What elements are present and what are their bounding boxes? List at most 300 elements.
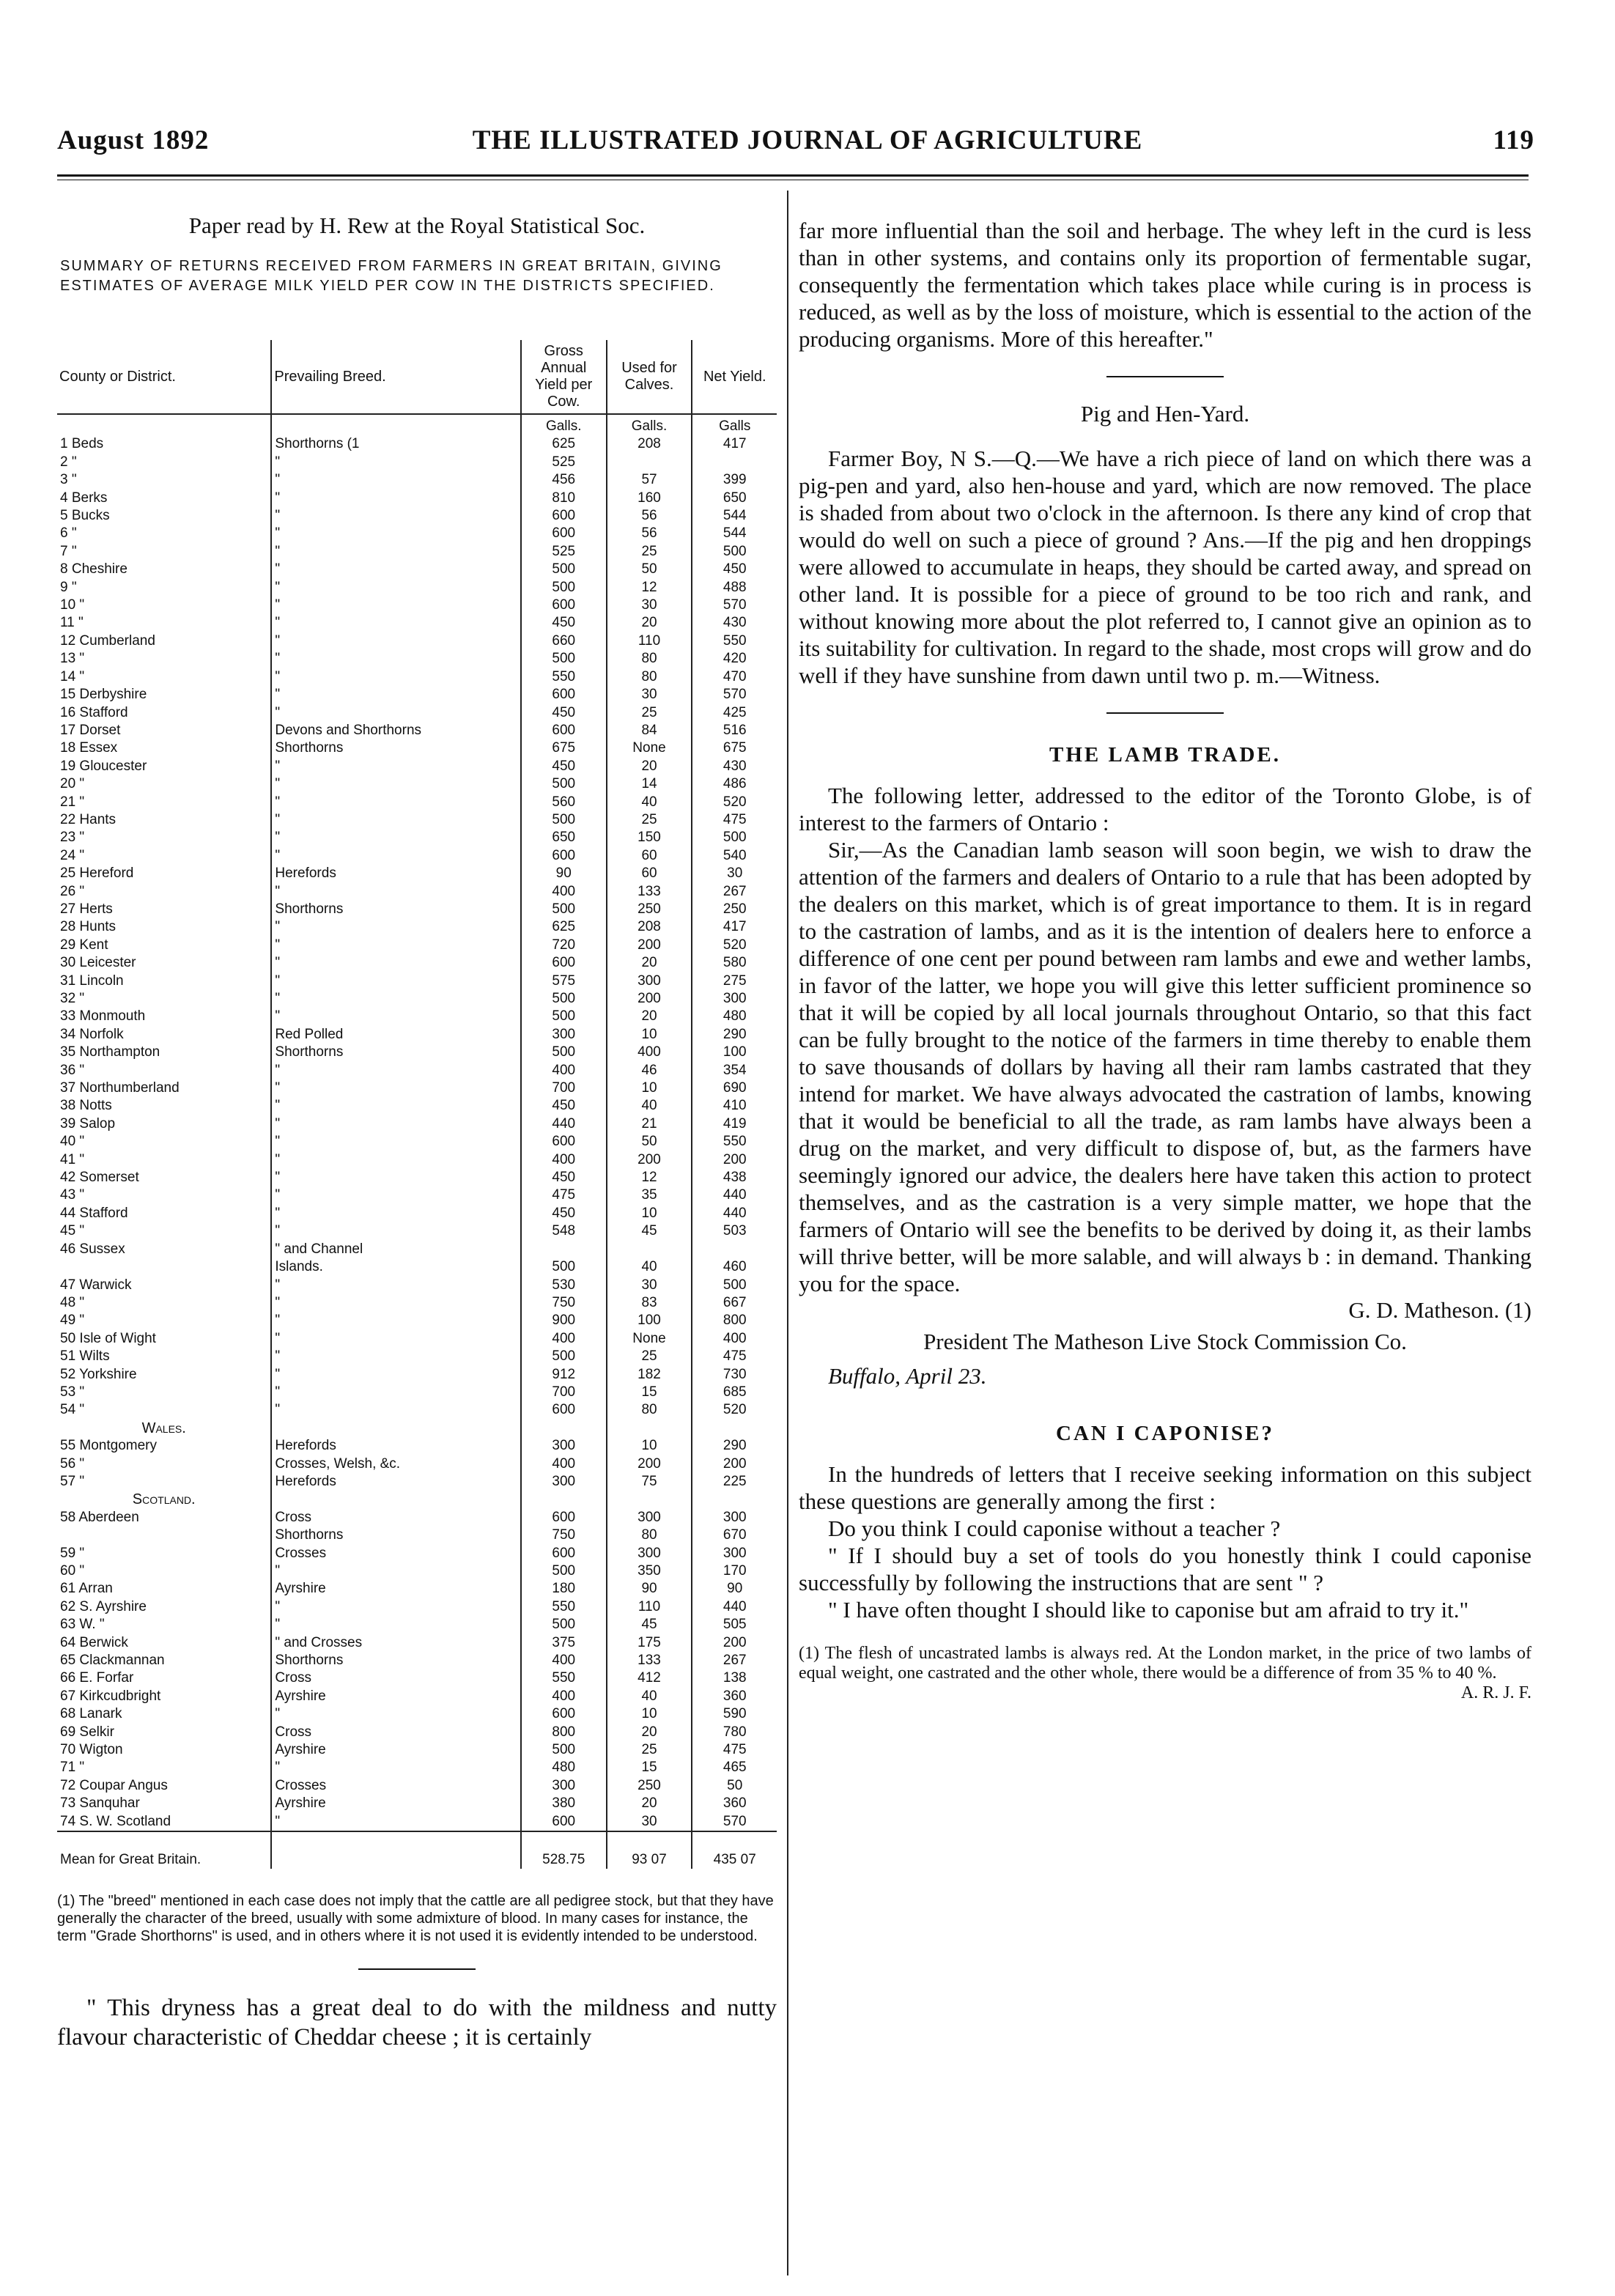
gross-yield-cell: 450 [521,1205,607,1222]
net-yield-cell: 290 [692,1437,777,1455]
breed-cell: " [271,632,521,650]
table-row [57,1097,777,1115]
used-calves-cell: 100 [607,1312,692,1329]
used-calves-cell: 40 [607,1688,692,1705]
used-calves-cell: 160 [607,490,692,507]
table-row [57,1473,777,1491]
breed-cell: Ayrshire [271,1580,521,1598]
used-calves-cell: 25 [607,1741,692,1759]
net-yield-cell: 460 [692,1258,777,1276]
gross-yield-cell: 560 [521,794,607,811]
breed-cell: " [271,579,521,597]
pig-section-title: Pig and Hen-Yard. [1080,401,1250,427]
used-calves-cell: 300 [607,972,692,990]
net-yield-cell: 550 [692,632,777,650]
county-cell: Wales. [141,1420,186,1436]
net-yield-cell: 200 [692,1151,777,1169]
gross-yield-cell: 525 [521,454,607,471]
county-cell: 11 " [60,615,84,631]
col-header-net-yield: Net Yield. [692,340,777,414]
county-cell [57,1527,271,1544]
used-calves-cell: 35 [607,1186,692,1204]
net-yield-cell: 520 [692,1401,777,1419]
breed-cell: " [271,1562,521,1580]
capon-section-title: CAN I CAPONISE? [1056,1422,1274,1445]
table-row [57,918,777,936]
county-cell: 50 Isle of Wight [60,1330,156,1346]
net-yield-cell: 250 [692,901,777,918]
gross-yield-cell: 600 [521,525,607,542]
table-row [57,1366,777,1384]
used-calves-cell: 175 [607,1634,692,1652]
table-row [57,829,777,846]
county-cell: 35 Northampton [60,1044,160,1060]
county-cell: 44 Stafford [60,1205,128,1221]
used-calves-cell: 20 [607,1724,692,1741]
mean-cell [271,1831,521,1869]
table-row [57,722,777,739]
table-row [57,865,777,882]
used-calves-cell: 250 [607,1777,692,1795]
net-yield-cell: 50 [692,1777,777,1795]
used-calves-cell: 12 [607,1169,692,1186]
table-row [57,1634,777,1652]
table-row [57,972,777,990]
table-row [57,686,777,704]
county-cell: 21 " [60,794,85,810]
table-row [57,579,777,597]
breed-cell: Shorthorns (1 [271,435,521,453]
table-row [57,1062,777,1079]
gross-yield-cell: 375 [521,1634,607,1652]
breed-cell: Shorthorns [271,1044,521,1061]
breed-cell: " [271,1097,521,1115]
table-row [57,704,777,722]
gross-yield-cell: 810 [521,490,607,507]
table-row [57,1222,777,1240]
table-row [57,811,777,829]
net-yield-cell: 300 [692,990,777,1008]
county-cell: 23 " [60,830,85,846]
gross-yield-cell: 600 [521,1133,607,1151]
breed-cell: Herefords [271,1437,521,1455]
table-row [57,454,777,471]
table-row [57,1205,777,1222]
net-yield-cell: 475 [692,811,777,829]
lamb-footnote: (1) The flesh of uncastrated lambs is always red. At the London market, in the price of two lambs of equal weight, one castrated and the other whole, there would be a difference of from 35 % to 40 %. [799,1644,1531,1683]
net-yield-cell: 430 [692,758,777,775]
lamb-place: Buffalo, April 23. [828,1363,987,1389]
county-cell: 7 " [60,543,77,559]
section-divider [1106,376,1224,377]
gross-yield-cell: 500 [521,901,607,918]
used-calves-cell: 110 [607,1598,692,1616]
breed-cell: " [271,543,521,561]
breed-cell: Crosses [271,1777,521,1795]
net-yield-cell: 500 [692,829,777,846]
net-yield-cell: 544 [692,525,777,542]
net-yield-cell: 425 [692,704,777,722]
county-cell: 33 Monmouth [60,1008,146,1025]
gross-yield-cell: 625 [521,918,607,936]
used-calves-cell: 90 [607,1580,692,1598]
net-yield-cell: 540 [692,847,777,865]
net-yield-cell: 520 [692,794,777,811]
table-row [57,1008,777,1025]
gross-yield-cell: 500 [521,1562,607,1580]
lamb-letter: Sir,—As the Canadian lamb season will soon begin, we wish to draw the attention of the farmers and dealers of Ontario to a rule that has been adopted by the dealers on this market, which is of great importance to them. It is in regard to the castration of lambs, and as it is the intention of dealers here to enforce a difference of one cent per pound between ram lambs and ewe and wether lambs, in favor of the latter, we hope you will give this letter sufficient prominence so that it will be copied by all local journals throughout Ontario, so that this fact can be fully brought to the notice of the farmers in time thereby to enable them to save thousands of dollars by having all their ram lambs castrated that they intend for market. We have always advocated the castration of lambs, knowing that it would be beneficial to all the trade, as ram lambs have always been a drug on the market, and very difficult to dispose of, but, as the farmers have seemingly ignored our advice, the dealers here have taken this action to protect themselves, and as the castration is a very simple matter, we hope that the farmers of Ontario will see the benefits to be derived by doing it, as their lambs will thrive better, will be more salable, and will always b : in demand. Thanking you for the space. [799,837,1531,1296]
breed-cell: Ayrshire [271,1688,521,1705]
county-cell: 53 " [60,1384,85,1400]
breed-cell: " [271,561,521,578]
net-yield-cell [692,1491,777,1508]
right-column [799,191,1531,2272]
net-yield-cell: 360 [692,1795,777,1812]
table-row [57,1545,777,1562]
table-row [57,775,777,793]
county-cell: 64 Berwick [60,1634,128,1650]
county-cell: 10 " [60,597,85,613]
gross-yield-cell: 500 [521,579,607,597]
table-row [57,1509,777,1527]
gross-yield-cell: 600 [521,1813,607,1831]
breed-cell: " [271,1401,521,1419]
breed-cell: " [271,1348,521,1365]
used-calves-cell: 56 [607,507,692,525]
net-yield-cell: 100 [692,1044,777,1061]
gross-yield-cell: 600 [521,686,607,704]
breed-cell: " [271,1062,521,1079]
used-calves-cell: 182 [607,1366,692,1384]
used-calves-cell: 46 [607,1062,692,1079]
breed-cell: " [271,1384,521,1401]
net-yield-cell: 275 [692,972,777,990]
breed-cell: " [271,1598,521,1616]
gross-yield-cell: 650 [521,829,607,846]
used-calves-cell: 60 [607,847,692,865]
net-yield-cell: 440 [692,1598,777,1616]
mean-cell: 435 07 [692,1831,777,1869]
breed-cell: Shorthorns [271,739,521,757]
breed-cell: " [271,937,521,954]
table-row [57,1813,777,1831]
used-calves-cell: 300 [607,1509,692,1527]
mean-cell: 528.75 [521,1831,607,1869]
gross-yield-cell: 660 [521,632,607,650]
table-row [57,739,777,757]
table-row [57,954,777,972]
county-cell: 25 Hereford [60,865,134,882]
table-row [57,937,777,954]
used-calves-cell: 10 [607,1705,692,1723]
breed-cell: " [271,1151,521,1169]
county-cell: 5 Bucks [60,508,110,524]
county-cell: 29 Kent [60,937,108,953]
gross-yield-cell: 600 [521,1401,607,1419]
gross-yield-cell: 450 [521,614,607,632]
used-calves-cell: 133 [607,1652,692,1669]
gross-yield-cell: 500 [521,650,607,668]
gross-yield-cell: 500 [521,1616,607,1634]
table-row [57,1044,777,1061]
county-cell: 74 S. W. Scotland [60,1813,171,1829]
table-row [57,1652,777,1669]
table-row [57,1669,777,1687]
table-row [57,1527,777,1544]
county-cell: 43 " [60,1187,85,1203]
used-calves-cell: 60 [607,865,692,882]
table-row [57,1455,777,1473]
breed-cell: Ayrshire [271,1795,521,1812]
net-yield-cell: 420 [692,650,777,668]
breed-cell: " and Channel [271,1241,521,1258]
county-cell: 18 Essex [60,740,118,756]
county-cell: 70 Wigton [60,1742,123,1758]
gross-yield-cell: 550 [521,1598,607,1616]
net-yield-cell: 570 [692,1813,777,1831]
table-row [57,525,777,542]
breed-cell: " [271,1366,521,1384]
gross-yield-cell: 600 [521,1509,607,1527]
county-cell: 49 " [60,1313,85,1329]
gross-yield-cell: 475 [521,1186,607,1204]
net-yield-cell: 30 [692,865,777,882]
unit-cell: Galls. [607,414,692,435]
net-yield-cell: 685 [692,1384,777,1401]
net-yield-cell: 465 [692,1759,777,1776]
breed-cell: " [271,1294,521,1312]
breed-cell: " [271,507,521,525]
breed-cell: " [271,686,521,704]
gross-yield-cell: 600 [521,1705,607,1723]
table-row [57,1759,777,1776]
county-cell: 71 " [60,1760,85,1776]
gross-yield-cell: 450 [521,758,607,775]
county-cell: 2 " [60,454,77,470]
county-cell: 63 W. " [60,1617,105,1633]
gross-yield-cell: 380 [521,1795,607,1812]
breed-cell: " [271,1616,521,1634]
table-row [57,1724,777,1741]
used-calves-cell: 14 [607,775,692,793]
used-calves-cell: 30 [607,1277,692,1294]
county-cell: 58 Aberdeen [60,1509,139,1525]
table-row [57,1384,777,1401]
gross-yield-cell: 600 [521,597,607,614]
breed-cell: " [271,597,521,614]
used-calves-cell: 10 [607,1437,692,1455]
table-row [57,794,777,811]
used-calves-cell: 20 [607,1008,692,1025]
net-yield-cell: 570 [692,686,777,704]
used-calves-cell: 208 [607,435,692,453]
breed-cell: Herefords [271,865,521,882]
net-yield-cell: 486 [692,775,777,793]
gross-yield-cell: 530 [521,1277,607,1294]
gross-yield-cell: 450 [521,1169,607,1186]
table-footnote: (1) The "breed" mentioned in each case does not imply that the cattle are all pedigree stock, but that they have generally the character of the breed, usually with some admixture of blood. In many cases for instance, the term "Grade Shorthorns" is used, and in others where it is not used it is evidently intended to be understood. [57,1893,774,1945]
used-calves-cell: 30 [607,597,692,614]
table-row [57,1401,777,1419]
mean-cell: 93 07 [607,1831,692,1869]
net-yield-cell: 300 [692,1509,777,1527]
gross-yield-cell: 700 [521,1079,607,1097]
used-calves-cell: 150 [607,829,692,846]
county-cell: 4 Berks [60,490,108,506]
used-calves-cell: 83 [607,1294,692,1312]
breed-cell: " [271,883,521,901]
table-row [57,1079,777,1097]
breed-cell: " [271,829,521,846]
gross-yield-cell: 500 [521,990,607,1008]
county-cell: 26 " [60,883,85,899]
net-yield-cell: 550 [692,1133,777,1151]
breed-cell: " [271,668,521,686]
gross-yield-cell: 900 [521,1312,607,1329]
breed-cell: " [271,811,521,829]
breed-cell: " [271,704,521,722]
breed-cell: " [271,758,521,775]
net-yield-cell: 503 [692,1222,777,1240]
breed-cell: Crosses, Welsh, &c. [271,1455,521,1473]
breed-cell: " [271,1330,521,1348]
mean-row [57,1831,777,1869]
used-calves-cell: 10 [607,1026,692,1044]
breed-cell: Cross [271,1724,521,1741]
table-row [57,901,777,918]
breed-cell: " [271,972,521,990]
net-yield-cell: 470 [692,668,777,686]
net-yield-cell: 500 [692,543,777,561]
county-cell: 17 Dorset [60,722,121,738]
breed-cell: " [271,454,521,471]
county-cell: 8 Cheshire [60,561,128,577]
county-cell: 67 Kirkcudbright [60,1688,161,1704]
county-cell: 72 Coupar Angus [60,1777,168,1793]
gross-yield-cell: 300 [521,1777,607,1795]
table-row [57,1688,777,1705]
net-yield-cell: 780 [692,1724,777,1741]
gross-yield-cell: 456 [521,471,607,489]
breed-cell: Ayrshire [271,1741,521,1759]
net-yield-cell: 267 [692,1652,777,1669]
gross-yield-cell: 300 [521,1473,607,1491]
used-calves-cell: None [607,1330,692,1348]
county-cell: 28 Hunts [60,919,117,935]
table-row [57,1795,777,1812]
net-yield-cell: 675 [692,739,777,757]
breed-cell: Shorthorns [271,1527,521,1544]
net-yield-cell: 417 [692,918,777,936]
net-yield-cell: 544 [692,507,777,525]
county-cell: 65 Clackmannan [60,1653,165,1669]
table-row [57,758,777,775]
net-yield-cell: 570 [692,597,777,614]
table-units-row [57,414,777,435]
used-calves-cell: 110 [607,632,692,650]
breed-cell: Herefords [271,1473,521,1491]
net-yield-cell: 430 [692,614,777,632]
table-row [57,543,777,561]
county-cell: 36 " [60,1062,85,1078]
county-cell: 30 Leicester [60,955,136,971]
county-cell: 34 Norfolk [60,1026,124,1042]
table-row [57,1420,777,1437]
net-yield-cell: 360 [692,1688,777,1705]
lamb-footnote-signature: A. R. J. F. [1460,1683,1531,1702]
breed-cell: " [271,775,521,793]
breed-cell: " [271,1205,521,1222]
gross-yield-cell: 675 [521,739,607,757]
breed-cell: Shorthorns [271,1652,521,1669]
breed-cell: " [271,1312,521,1329]
milk-yield-table [57,340,777,1869]
county-cell: 52 Yorkshire [60,1366,137,1382]
net-yield-cell [692,1420,777,1437]
net-yield-cell: 450 [692,561,777,578]
county-cell: 12 Cumberland [60,632,155,649]
used-calves-cell: 56 [607,525,692,542]
used-calves-cell: 15 [607,1759,692,1776]
breed-cell: " and Crosses [271,1634,521,1652]
county-cell: 24 " [60,847,85,863]
county-cell: 32 " [60,991,85,1006]
net-yield-cell: 580 [692,954,777,972]
county-cell: 56 " [60,1455,85,1472]
table-row [57,1186,777,1204]
gross-yield-cell: 500 [521,775,607,793]
table-row [57,668,777,686]
net-yield-cell: 690 [692,1079,777,1097]
gross-yield-cell: 600 [521,722,607,739]
net-yield-cell: 475 [692,1348,777,1365]
table-row [57,1777,777,1795]
net-yield-cell: 399 [692,471,777,489]
header-date: August 1892 [57,125,210,155]
gross-yield-cell: 400 [521,1455,607,1473]
county-cell: 38 Notts [60,1098,112,1114]
header-journal-title: THE ILLUSTRATED JOURNAL OF AGRICULTURE [472,125,1143,155]
breed-cell [271,1491,521,1508]
county-cell: 41 " [60,1151,85,1167]
table-row [57,1115,777,1133]
gross-yield-cell: 300 [521,1437,607,1455]
lamb-section-title: THE LAMB TRADE. [1049,743,1281,767]
table-row [57,1598,777,1616]
gross-yield-cell: 600 [521,1545,607,1562]
used-calves-cell: 350 [607,1562,692,1580]
county-cell: 68 Lanark [60,1706,122,1722]
gross-yield-cell: 912 [521,1366,607,1384]
capon-paragraph-3: " If I should buy a set of tools do you honestly think I could caponise successfully by following the instructions that are sent " ? [799,1543,1531,1595]
gross-yield-cell: 500 [521,1348,607,1365]
gross-yield-cell: 700 [521,1384,607,1401]
table-row [57,561,777,578]
mean-cell: Mean for Great Britain. [57,1831,271,1869]
unit-cell: Galls [692,414,777,435]
county-cell: 69 Selkir [60,1724,114,1740]
net-yield-cell: 800 [692,1312,777,1329]
net-yield-cell: 410 [692,1097,777,1115]
breed-cell: " [271,918,521,936]
gross-yield-cell: 550 [521,668,607,686]
county-cell: 57 " [60,1473,85,1489]
net-yield-cell: 225 [692,1473,777,1491]
gross-yield-cell: 400 [521,1062,607,1079]
gross-yield-cell: 500 [521,1741,607,1759]
net-yield-cell: 354 [692,1062,777,1079]
county-cell: 40 " [60,1134,85,1150]
